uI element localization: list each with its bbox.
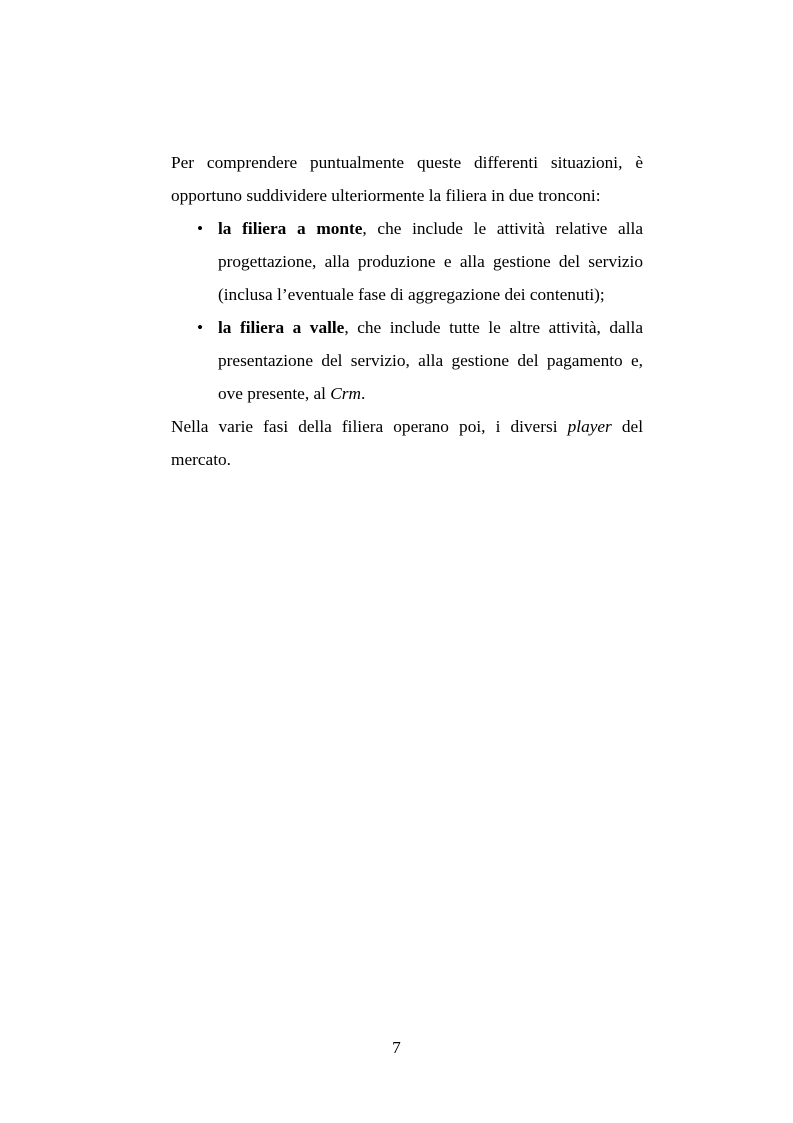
intro-paragraph: Per comprendere puntualmente queste differenti situazioni, è opportuno suddividere ulteriormente la filiera in due tronconi: — [171, 153, 643, 205]
list-item-filiera-monte — [171, 212, 643, 311]
player-term: player — [567, 417, 612, 436]
document-body — [171, 146, 643, 476]
filiera-list — [171, 212, 643, 410]
closing-text-end: del mercato. — [171, 417, 644, 469]
closing-paragraph — [171, 410, 643, 476]
term-filiera-valle: la filiera a valle — [218, 318, 345, 337]
closing-text-start: Nella varie fasi della filiera operano poi, i diversi — [171, 417, 568, 436]
bullet-icon: • — [196, 219, 204, 238]
filiera-valle-end: . — [361, 384, 366, 403]
bullet-icon: • — [196, 318, 204, 337]
page-number: 7 — [392, 1038, 401, 1057]
term-filiera-monte: la filiera a monte — [218, 219, 363, 238]
filiera-monte-description: , che include le attività relative alla progettazione, alla produzione e alla gestione del servizio (inclusa l’eventuale fase di aggregazione dei contenuti); — [218, 219, 643, 304]
filiera-valle-description: , che include tutte le altre attività, dalla presentazione del servizio, alla gestione del pagamento e, ove presente, al — [218, 318, 643, 403]
list-item-filiera-valle — [171, 311, 643, 410]
crm-term: Crm — [330, 384, 362, 403]
